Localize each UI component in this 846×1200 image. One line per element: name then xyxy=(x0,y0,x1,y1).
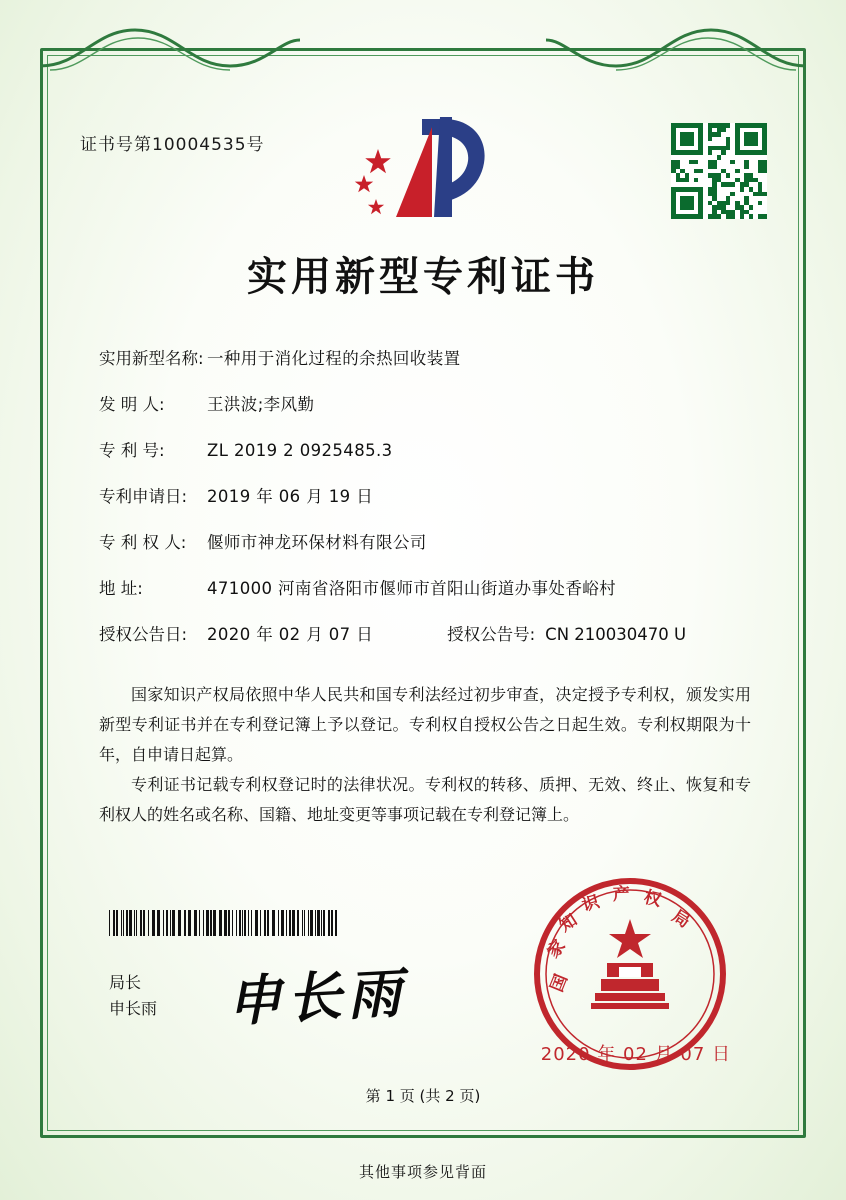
director-name-label: 申长雨 xyxy=(109,999,158,1018)
announcement-number-label: 授权公告号: xyxy=(447,625,536,644)
handwritten-signature: 申长雨 xyxy=(225,960,409,1034)
barcode xyxy=(109,910,339,936)
qr-code xyxy=(671,123,767,219)
seal-date: 2020 年 02 月 07 日 xyxy=(540,1044,731,1065)
page-title: 实用新型专利证书 xyxy=(247,254,599,300)
field-row-patent-number xyxy=(99,437,753,461)
footer-note: 其他事项参见背面 xyxy=(358,1163,487,1181)
field-row-address xyxy=(99,575,753,599)
svg-text:知: 知 xyxy=(555,910,581,937)
field-value: 471000 河南省洛阳市偃师市首阳山街道办事处香峪村 xyxy=(207,579,617,598)
paragraph-1: 国家知识产权局依照中华人民共和国专利法经过初步审查，决定授予专利权，颁发实用新型专利证书并在专利登记簿上予以登记。专利权自授权公告之日起生效。专利权期限为十年，自申请日起算。 xyxy=(99,685,751,764)
field-label: 实用新型名称: xyxy=(99,349,204,368)
svg-text:产: 产 xyxy=(612,884,631,905)
field-list xyxy=(99,345,753,667)
svg-text:国: 国 xyxy=(547,971,573,995)
field-row-application-date xyxy=(99,483,753,507)
announcement-date-label: 授权公告日: xyxy=(99,625,188,644)
field-label: 地 址: xyxy=(99,579,143,598)
field-label: 专利申请日: xyxy=(99,487,188,506)
field-value: ZL 2019 2 0925485.3 xyxy=(207,441,393,460)
svg-text:局: 局 xyxy=(668,906,694,933)
field-label: 专 利 权 人: xyxy=(99,533,187,552)
field-value: 一种用于消化过程的余热回收装置 xyxy=(207,349,461,368)
page-number: 第 1 页 (共 2 页) xyxy=(365,1087,481,1105)
field-row-patentee xyxy=(99,529,753,553)
cnipa-emblem-icon xyxy=(348,113,498,223)
announcement-date-value: 2020 年 02 月 07 日 xyxy=(207,625,374,644)
field-value: 偃师市神龙环保材料有限公司 xyxy=(207,533,427,552)
field-label: 专 利 号: xyxy=(99,441,165,460)
field-value: 2019 年 06 月 19 日 xyxy=(207,487,374,506)
announcement-number-value: CN 210030470 U xyxy=(545,625,687,644)
field-row-inventor xyxy=(99,391,753,415)
certificate-number: 证书号第10004535号 xyxy=(80,135,265,155)
signature-labels xyxy=(109,970,157,1022)
svg-text:识: 识 xyxy=(579,891,602,916)
certificate-content xyxy=(47,55,799,1131)
field-row-announcement xyxy=(99,621,753,645)
field-value: 王洪波;李风勤 xyxy=(207,395,315,414)
svg-text:家: 家 xyxy=(543,936,570,963)
director-title-label: 局长 xyxy=(109,973,142,992)
field-row-name xyxy=(99,345,753,369)
paragraph-2: 专利证书记载专利权登记时的法律状况。专利权的转移、质押、无效、终止、恢复和专利权人的姓名或名称、国籍、地址变更等事项记载在专利登记簿上。 xyxy=(99,775,751,824)
legal-paragraphs xyxy=(99,680,751,830)
field-label: 发 明 人: xyxy=(99,395,165,414)
svg-text:权: 权 xyxy=(641,887,664,911)
